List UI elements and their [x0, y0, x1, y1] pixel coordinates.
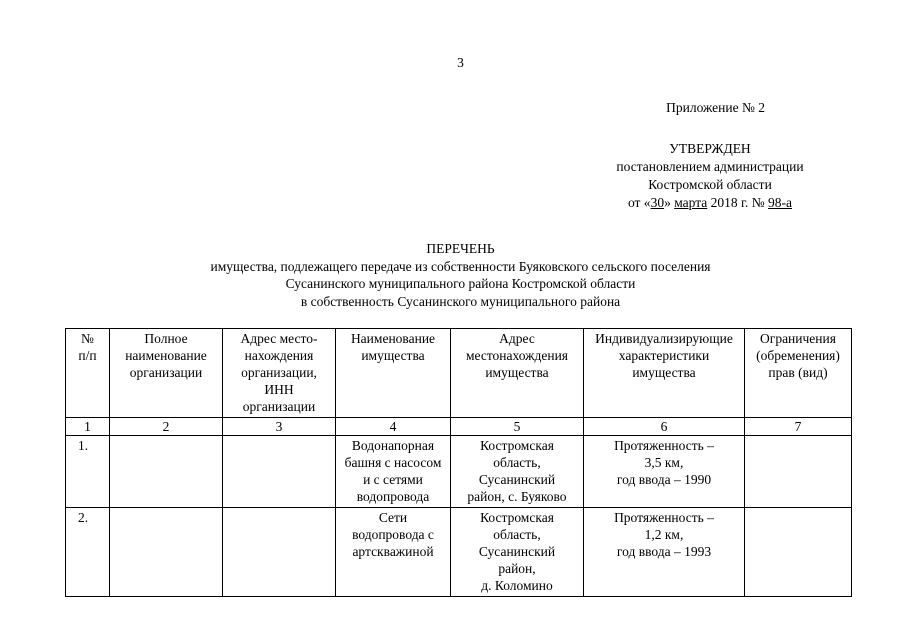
restrictions-cell — [745, 436, 852, 508]
table-row — [66, 436, 852, 508]
cell-line: п/п — [78, 348, 97, 363]
cell-line: артскважиной — [352, 544, 434, 559]
row-number: 1. — [66, 436, 110, 508]
approval-date-line — [600, 194, 820, 212]
cell-line: год ввода – 1993 — [616, 544, 712, 559]
table-row — [66, 508, 852, 597]
cell-line: имущества — [361, 348, 425, 363]
cell-line: Сусанинский — [478, 544, 556, 559]
approval-line: постановлением администрации — [616, 159, 804, 174]
cell-line: водопровода — [356, 489, 430, 504]
header-cell — [584, 329, 745, 418]
cell-line: д. Коломино — [481, 578, 553, 593]
column-number: 4 — [336, 418, 451, 436]
cell-line: Водонапорная — [351, 438, 435, 453]
property-address-cell — [451, 508, 584, 597]
organization-cell — [110, 436, 223, 508]
cell-line: область, — [493, 455, 541, 470]
cell-line: организации, — [241, 365, 317, 380]
cell-line: прав (вид) — [768, 365, 828, 380]
characteristics-cell — [584, 436, 745, 508]
title-line: в собственность Сусанинского муниципального района — [300, 293, 621, 309]
date-prefix: от « — [627, 195, 651, 210]
cell-line: Сети — [378, 510, 408, 525]
cell-line: Сусанинский — [478, 472, 556, 487]
cell-line: Адрес место- — [240, 331, 318, 346]
header-cell — [336, 329, 451, 418]
column-number: 3 — [223, 418, 336, 436]
cell-line: район, с. Буяково — [467, 489, 567, 504]
appendix-label: Приложение № 2 — [666, 100, 765, 115]
header-cell — [223, 329, 336, 418]
cell-line: 3,5 км, — [644, 455, 684, 470]
cell-line: Наименование — [350, 331, 436, 346]
column-number: 5 — [451, 418, 584, 436]
header-cell — [66, 329, 110, 418]
cell-line: 1,2 км, — [644, 527, 684, 542]
page-number: 3 — [457, 55, 464, 70]
date-day: 30 — [650, 195, 665, 210]
property-name-cell — [336, 436, 451, 508]
title-heading: ПЕРЕЧЕНЬ — [426, 241, 495, 256]
cell-line: Индивидуализирующие — [595, 331, 733, 346]
property-table — [65, 328, 852, 597]
document-title — [0, 240, 900, 310]
cell-line: имущества — [632, 365, 696, 380]
column-number: 6 — [584, 418, 745, 436]
order-number: 98-а — [768, 195, 793, 210]
organization-address-cell — [223, 508, 336, 597]
header-cell — [110, 329, 223, 418]
cell-line: ИНН — [264, 382, 294, 397]
date-year: 2018 г. № — [707, 195, 769, 210]
cell-line: нахождения — [244, 348, 314, 363]
title-line: Сусанинского муниципального района Костромской области — [285, 276, 636, 291]
header-cell — [745, 329, 852, 418]
cell-line: Ограничения — [760, 331, 836, 346]
cell-line: Адрес — [499, 331, 535, 346]
restrictions-cell — [745, 508, 852, 597]
cell-line: характеристики — [618, 348, 710, 363]
header-cell — [451, 329, 584, 418]
cell-line: местонахождения — [465, 348, 569, 363]
column-number: 7 — [745, 418, 852, 436]
cell-line: организации — [129, 365, 203, 380]
cell-line: и с сетями — [363, 472, 423, 487]
cell-line: область, — [493, 527, 541, 542]
date-mid: » — [664, 195, 675, 210]
cell-line: имущества — [485, 365, 549, 380]
column-number-row — [66, 418, 852, 436]
property-address-cell — [451, 436, 584, 508]
cell-line: Полное — [144, 331, 188, 346]
cell-line: Протяженность – — [614, 510, 714, 525]
cell-line: башня с насосом — [344, 455, 442, 470]
approval-block — [600, 140, 820, 212]
cell-line: Костромская — [480, 438, 554, 453]
property-name-cell — [336, 508, 451, 597]
cell-line: Костромская — [480, 510, 554, 525]
organization-address-cell — [223, 436, 336, 508]
title-line: имущества, подлежащего передаче из собственности Буяковского сельского поселения — [210, 258, 711, 274]
cell-line: наименование — [125, 348, 207, 363]
cell-line: организации — [242, 399, 316, 414]
cell-line: район, — [498, 561, 536, 576]
date-month: марта — [674, 195, 708, 210]
row-number: 2. — [66, 508, 110, 597]
column-number: 2 — [110, 418, 223, 436]
column-number: 1 — [66, 418, 110, 436]
cell-line: Протяженность – — [614, 438, 714, 453]
approval-heading: УТВЕРЖДЕН — [669, 141, 751, 156]
approval-line: Костромской области — [648, 177, 772, 192]
cell-line: (обременения) — [756, 348, 840, 363]
table-header-row — [66, 329, 852, 418]
cell-line: водопровода с — [352, 527, 434, 542]
organization-cell — [110, 508, 223, 597]
cell-line: год ввода – 1990 — [616, 472, 712, 487]
characteristics-cell — [584, 508, 745, 597]
cell-line: № — [81, 331, 94, 346]
